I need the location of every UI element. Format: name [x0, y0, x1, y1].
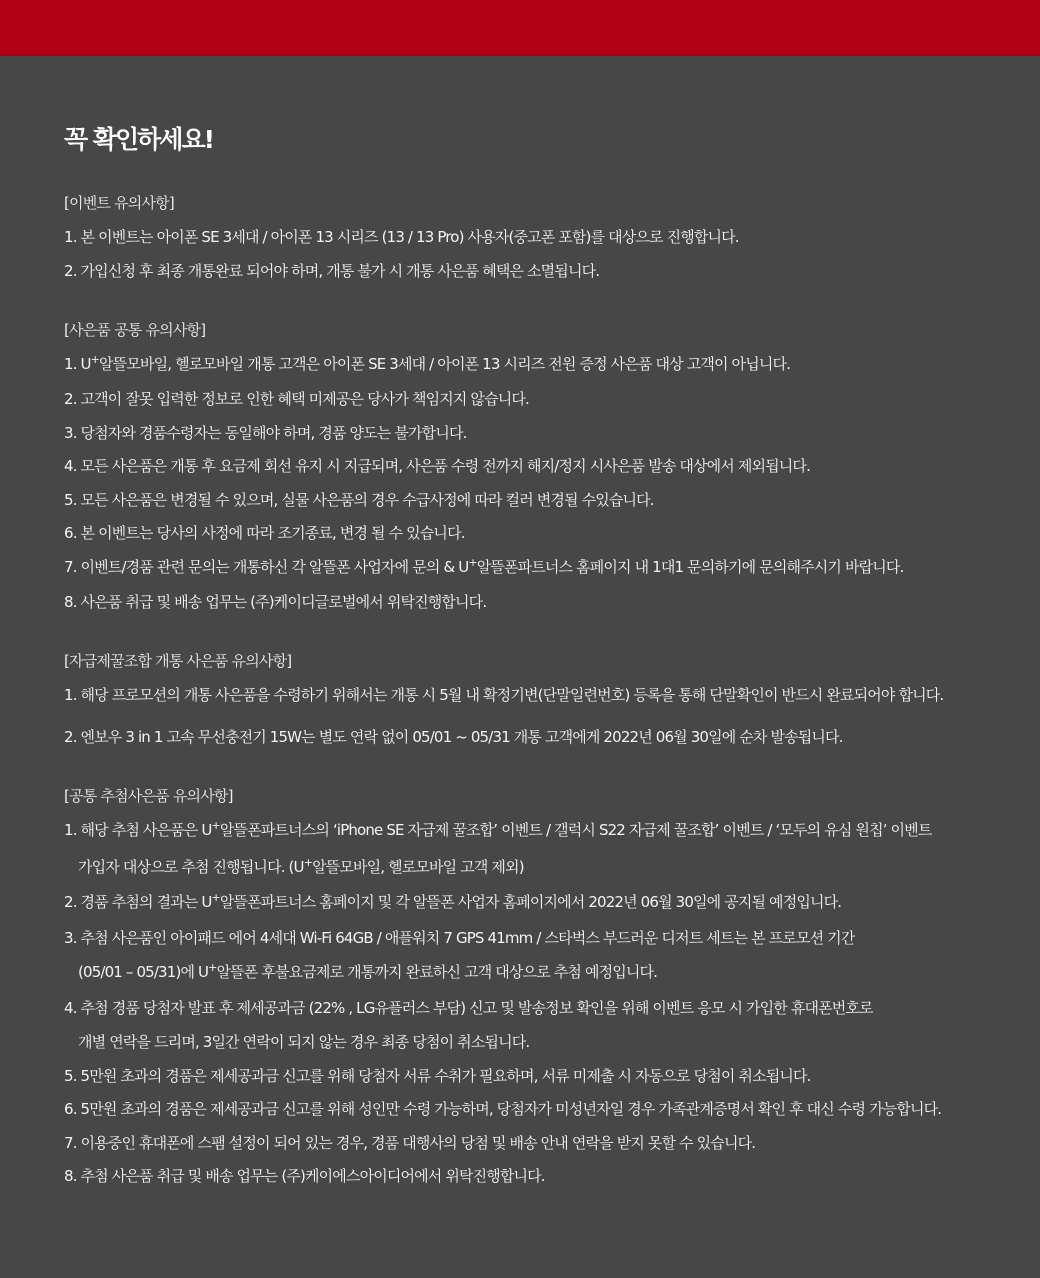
notice-section-event	[64, 193, 1014, 281]
notice-item: 7. 이벤트/경품 관련 문의는 개통하신 각 알뜰폰 사업자에 문의 & U+알뜰폰파트너스 홈페이지 내 1대1 문의하기에 문의해주시기 바랍니다.	[64, 555, 904, 576]
notice-item: 1. 본 이벤트는 아이폰 SE 3세대 / 아이폰 13 시리즈 (13 / 13 Pro) 사용자(중고폰 포함)를 대상으로 진행합니다.	[64, 228, 739, 246]
notice-item: 8. 추첨 사은품 취급 및 배송 업무는 (주)케이에스아이디어에서 위탁진행합니다.	[64, 1167, 545, 1185]
section-title: [이벤트 유의사항]	[64, 194, 174, 212]
notice-item: 8. 사은품 취급 및 배송 업무는 (주)케이디글로벌에서 위탁진행합니다.	[64, 593, 487, 611]
notice-item: 2. 엔보우 3 in 1 고속 무선충전기 15W는 별도 연락 없이 05/01 ~ 05/31 개통 고객에게 2022년 06월 30일에 순차 발송됩니다.	[64, 728, 843, 746]
notice-section-bundle-gift	[64, 651, 1014, 747]
notice-item: 2. 가입신청 후 최종 개통완료 되어야 하며, 개통 불가 시 개통 사은품 혜택은 소멸됩니다.	[64, 261, 600, 280]
notice-item: 1. 해당 추첨 사은품은 U+알뜰폰파트너스의 ‘iPhone SE 자급제 꿀조합’ 이벤트 / 갤럭시 S22 자급제 꿀조합’ 이벤트 / ‘모두의 유심 원칩’ 이벤트 가입자 대상으로 추첨 진행됩니다. (U+알뜰모바일, 헬로모바일 고객 제외)	[64, 819, 932, 876]
notice-item: 5. 모든 사은품은 변경될 수 있으며, 실물 사은품의 경우 수급사정에 따라 컬러 변경될 수있습니다.	[64, 490, 654, 509]
notice-item: 1. U+알뜰모바일, 헬로모바일 개통 고객은 아이폰 SE 3세대 / 아이폰 13 시리즈 전원 증정 사은품 대상 고객이 아닙니다.	[64, 352, 791, 373]
notice-section-raffle	[64, 786, 1014, 1186]
notice-item: 2. 경품 추첨의 결과는 U+알뜰폰파트너스 홈페이지 및 각 알뜰폰 사업자 홈페이지에서 2022년 06월 30일에 공지될 예정입니다.	[64, 891, 842, 911]
section-title: [자급제꿀조합 개통 사은품 유의사항]	[64, 652, 292, 670]
page-title: 꼭 확인하세요!	[64, 125, 214, 154]
notice-item: 4. 모든 사은품은 개통 후 요금제 회선 유지 시 지급되며, 사은품 수령 전까지 해지/정지 시사은품 발송 대상에서 제외됩니다.	[64, 457, 810, 475]
notice-item: 1. 해당 프로모션의 개통 사은품을 수령하기 위해서는 개통 시 5월 내 확정기변(단말일련번호) 등록을 통해 단말확인이 반드시 완료되어야 합니다.	[64, 686, 944, 704]
section-title: [사은품 공통 유의사항]	[64, 320, 206, 339]
notice-item: 5. 5만원 초과의 경품은 제세공과금 신고를 위해 당첨자 서류 수취가 필요하며, 서류 미제출 시 자동으로 당첨이 취소됩니다.	[64, 1066, 811, 1085]
notice-item: 3. 당첨자와 경품수령자는 동일해야 하며, 경품 양도는 불가합니다.	[64, 423, 467, 442]
section-title: [공통 추첨사은품 유의사항]	[64, 787, 233, 805]
notice-item: 2. 고객이 잘못 입력한 정보로 인한 혜택 미제공은 당사가 책임지지 않습니다.	[64, 390, 529, 408]
notice-item: 7. 이용중인 휴대폰에 스팸 설정이 되어 있는 경우, 경품 대행사의 당첨 및 배송 안내 연락을 받지 못할 수 있습니다.	[64, 1133, 756, 1152]
notice-item: 6. 본 이벤트는 당사의 사정에 따라 조기종료, 변경 될 수 있습니다.	[64, 524, 465, 542]
notice-section-gift-common	[64, 320, 1014, 613]
notice-item: 3. 추첨 사은품인 아이패드 에어 4세대 Wi-Fi 64GB / 애플워치 7 GPS 41mm / 스타벅스 부드러운 디저트 세트는 본 프로모션 기간 (05/01 – 05/31)에 U+알뜰폰 후불요금제로 개통까지 완료하신 고객 대상으로 추첨 예정입니다.	[64, 928, 855, 981]
notice-item: 6. 5만원 초과의 경품은 제세공과금 신고를 위해 성인만 수령 가능하며, 당첨자가 미성년자일 경우 가족관계증명서 확인 후 대신 수령 가능합니다.	[64, 1100, 942, 1118]
top-banner-bar	[0, 0, 1040, 56]
notice-item: 4. 추첨 경품 당첨자 발표 후 제세공과금 (22% , LG유플러스 부담) 신고 및 발송정보 확인을 위해 이벤트 응모 시 가입한 휴대폰번호로 개별 연락을 드리며, 3일간 연락이 되지 않는 경우 최종 당첨이 취소됩니다.	[64, 998, 873, 1051]
notice-content	[64, 122, 1014, 1200]
